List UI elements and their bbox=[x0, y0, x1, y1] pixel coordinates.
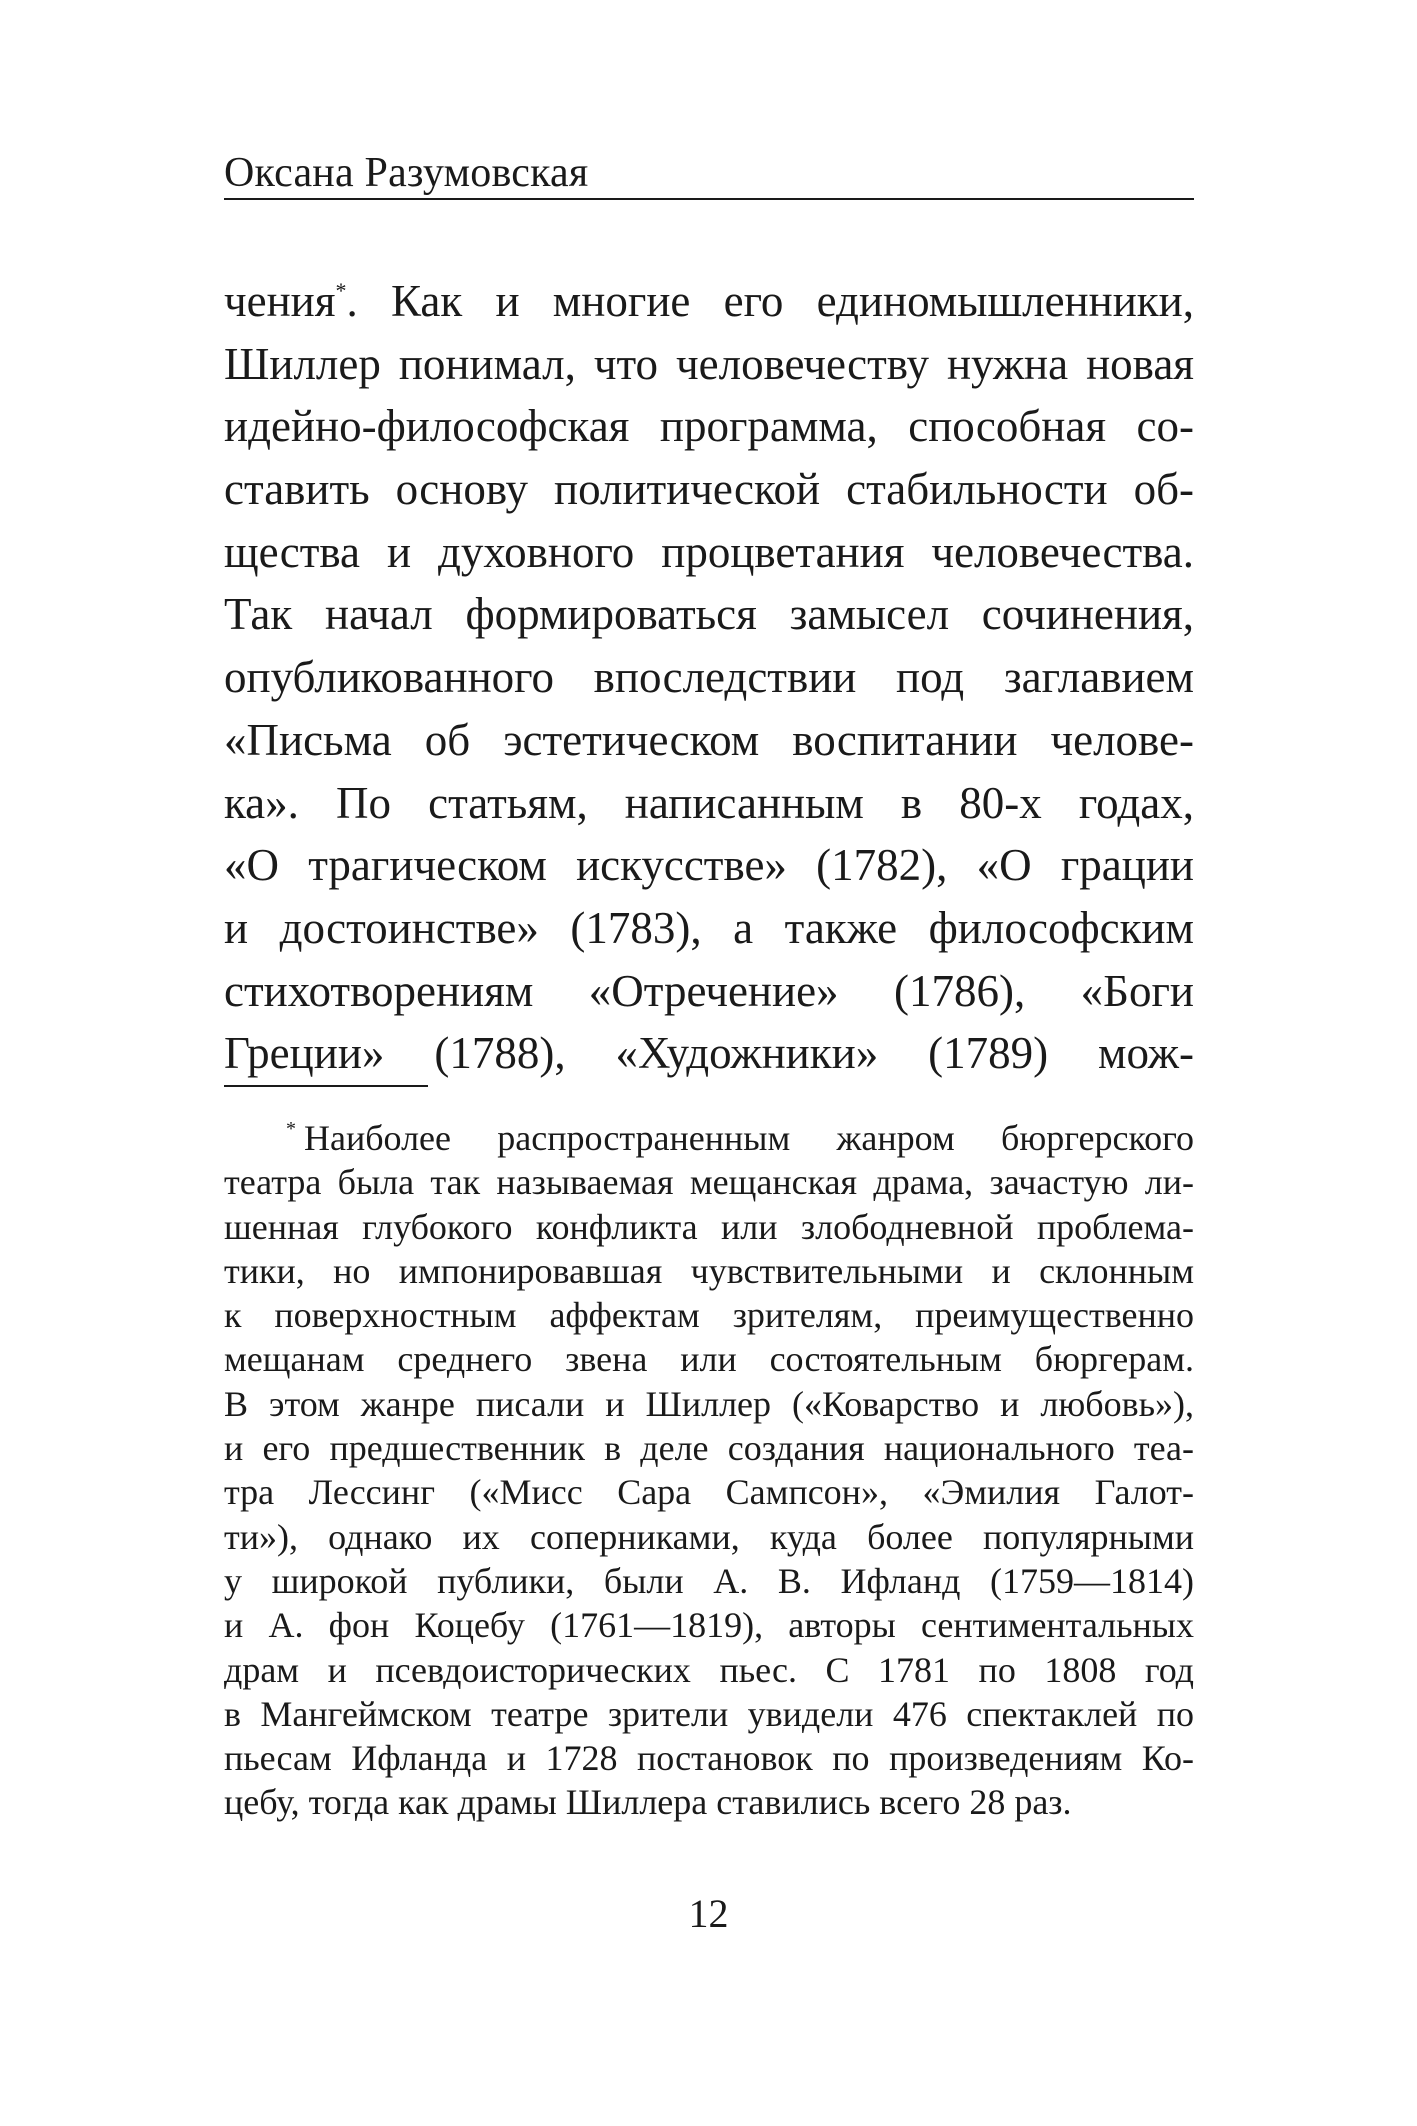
footnote-line: театра была так называемая мещанская драма, зачастую ли- bbox=[224, 1162, 1194, 1203]
text-line bbox=[224, 270, 1194, 333]
footnote-line: в Мангеймском театре зрители увидели 476 спектаклей по bbox=[224, 1693, 1194, 1734]
footnote-line: В этом жанре писали и Шиллер («Коварство и любовь»), bbox=[224, 1383, 1194, 1424]
footnote-separator bbox=[224, 1085, 428, 1087]
footnote bbox=[224, 1116, 1194, 1825]
text-line: щества и духовного процветания человечества. bbox=[224, 526, 1194, 577]
footnote-line: шенная глубокого конфликта или злободневной проблема- bbox=[224, 1206, 1194, 1247]
footnote-marker: * bbox=[286, 1118, 296, 1140]
footnote-text: Наиболее распространенным жанром бюргерского bbox=[304, 1118, 1194, 1158]
text-line: «Письма об эстетическом воспитании челове- bbox=[224, 714, 1194, 765]
footnote-line: цебу, тогда как драмы Шиллера ставились всего 28 раз. bbox=[224, 1782, 1072, 1823]
footnote-line bbox=[224, 1116, 1194, 1160]
footnote-line: у широкой публики, были А. В. Ифланд (1759—1814) bbox=[224, 1560, 1194, 1601]
text-line: «О трагическом искусстве» (1782), «О грации bbox=[224, 840, 1194, 891]
text-line: Шиллер понимал, что человечеству нужна новая bbox=[224, 338, 1194, 389]
text-line: Греции» (1788), «Художники» (1789) мож- bbox=[224, 1028, 1194, 1079]
footnote-line: и А. фон Коцебу (1761—1819), авторы сентиментальных bbox=[224, 1605, 1194, 1646]
footnote-line: драм и псевдоисторических пьес. С 1781 по 1808 год bbox=[224, 1649, 1194, 1690]
footnote-reference: * bbox=[335, 278, 347, 303]
footnote-line: тра Лессинг («Мисс Сара Сампсон», «Эмилия Галот- bbox=[224, 1472, 1194, 1513]
page-number: 12 bbox=[688, 1891, 729, 1936]
footnote-line: мещанам среднего звена или состоятельным бюргерам. bbox=[224, 1339, 1194, 1380]
text-line: ставить основу политической стабильности об- bbox=[224, 464, 1194, 515]
main-text bbox=[224, 270, 1194, 1085]
text-line: Так начал формироваться замысел сочинения, bbox=[224, 589, 1194, 640]
text-line: и достоинстве» (1783), а также философским bbox=[224, 902, 1194, 953]
running-head: Оксана Разумовская bbox=[224, 150, 589, 196]
text-fragment: чения bbox=[224, 276, 336, 326]
footnote-line: пьесам Ифланда и 1728 постановок по произведениям Ко- bbox=[224, 1738, 1194, 1779]
footnote-line: к поверхностным аффектам зрителям, преимущественно bbox=[224, 1295, 1194, 1336]
text-line: ка». По статьям, написанным в 80-х годах, bbox=[224, 777, 1194, 828]
text-line: идейно-философская программа, способная со- bbox=[224, 401, 1194, 452]
text-fragment: . Как и многие его единомышленники, bbox=[346, 276, 1194, 326]
header-rule bbox=[224, 198, 1194, 200]
text-line: стихотворениям «Отречение» (1786), «Боги bbox=[224, 965, 1194, 1016]
footnote-line: тики, но импонировавшая чувствительными и склонным bbox=[224, 1250, 1194, 1291]
footnote-line: ти»), однако их соперниками, куда более популярными bbox=[224, 1516, 1194, 1557]
footnote-line: и его предшественник в деле создания национального теа- bbox=[224, 1428, 1194, 1469]
text-line: опубликованного впоследствии под заглавием bbox=[224, 652, 1194, 703]
